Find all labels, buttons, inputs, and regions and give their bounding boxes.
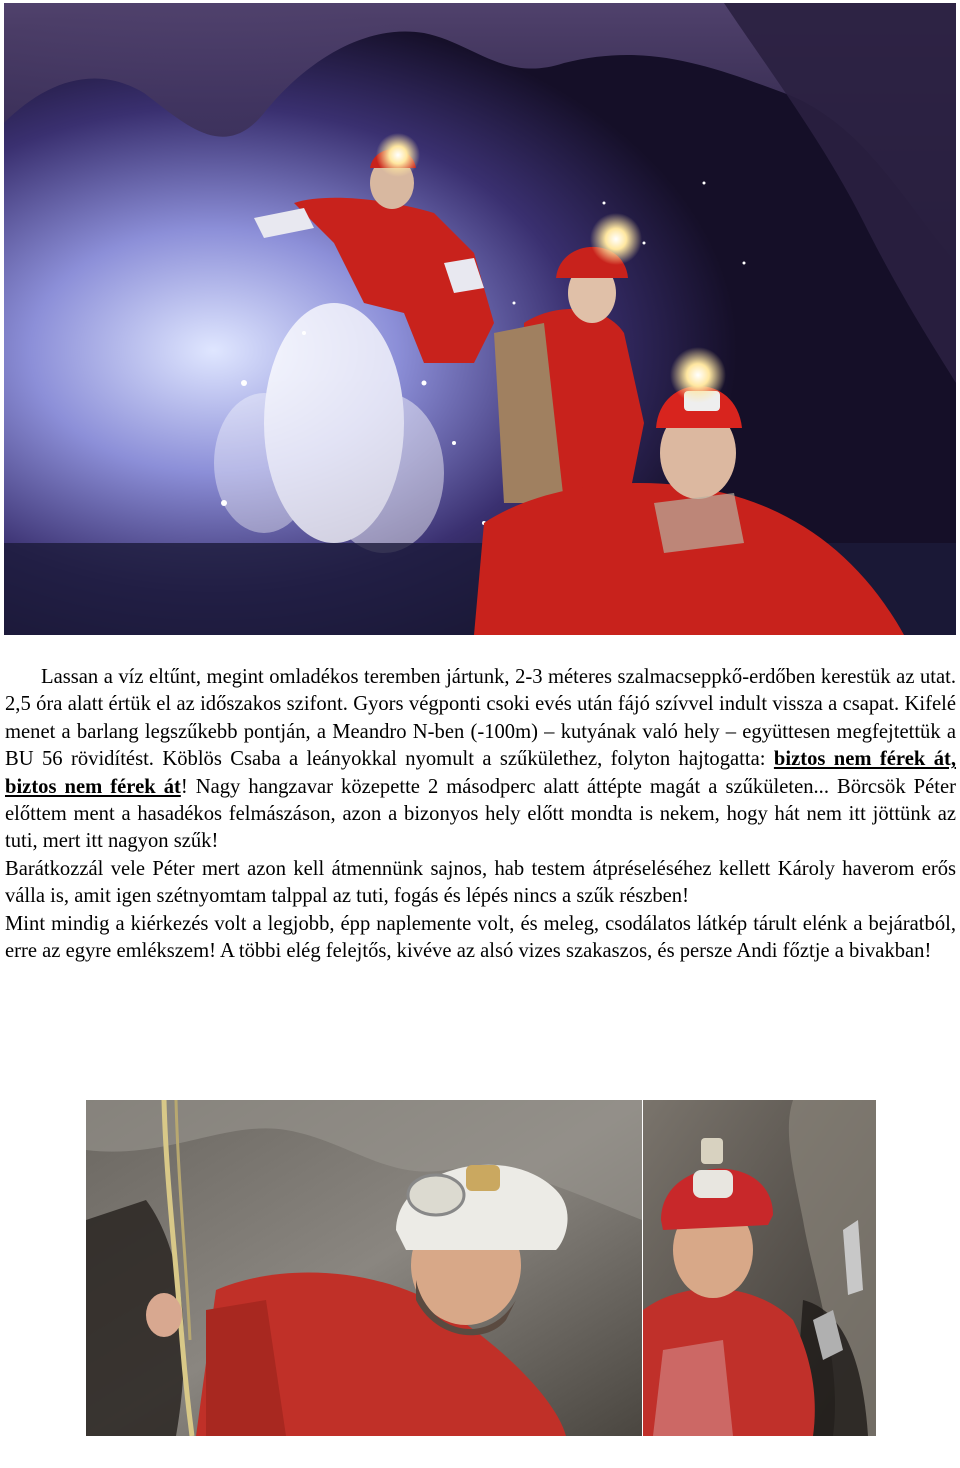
paragraph-1-text-b: ! Nagy hangzavar közepette 2 másodperc alatt áttépte magát a szűkületen... Börcsök Péter előttem ment a hasadékos felmászáson, azon a bizonyos hely előtt mondta is nekem, hogy hát nem itt jöttünk az tuti, mert itt nagyon szűk! (5, 775, 956, 853)
caver-red-helmet-photo (643, 1100, 876, 1436)
paragraph-2: Barátkozzál vele Péter mert azon kell átmennünk sajnos, hab testem átpréseléséhez kellett Károly haverom erős válla is, amit igen szétnyomtam talppal az tuti, fogás és lépés nincs a szűk részben! (5, 857, 956, 908)
cave-waterfall-photo (4, 3, 956, 635)
article-text (5, 664, 956, 965)
caver-on-rope-photo (86, 1100, 642, 1436)
paragraph-1-text-a: Lassan a víz eltűnt, megint omladékos teremben jártunk, 2-3 méteres szalmacseppkő-erdőben kerestük az utat. 2,5 óra alatt értük el az időszakos szifont. Gyors végponti csoki evés után fájó szívvel indult vissza a csapat. Kifelé menet a barlang legszűkebb pontján, a Meandro N-ben (-100m) – kutyának való hely – együttesen megfejtettük a BU 56 rövidítést. Köblös Csaba a leányokkal nyomult a szűkülethez, folyton hajtogatta: (5, 666, 956, 771)
paragraph-1 (5, 664, 956, 856)
emphasized-quote: biztos nem férek át, biztos nem férek át (5, 748, 957, 798)
paragraph-3: Mint mindig a kiérkezés volt a legjobb, épp naplemente volt, és meleg, csodálatos látkép tárult elénk a bejáratból, erre az egyre emlékszem! A többi elég felejtős, kivéve az alsó vizes szakaszos, és persze Andi főztje a bivakban! (5, 912, 956, 963)
